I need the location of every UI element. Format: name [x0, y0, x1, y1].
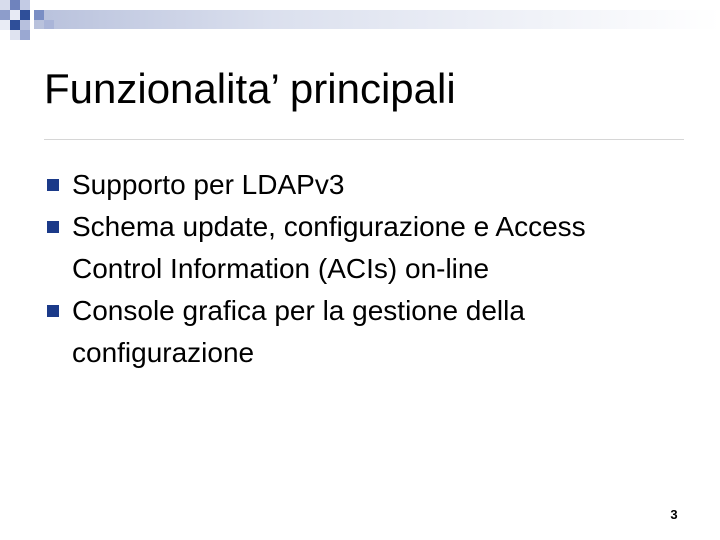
title-divider — [44, 139, 684, 140]
bullet-list — [0, 164, 720, 374]
bullet-text: Supporto per LDAPv3 — [72, 169, 345, 200]
bullet-text: Console grafica per la gestione della configurazione — [72, 295, 525, 368]
slide-title: Funzionalita’ principali — [44, 65, 456, 112]
square-bullet-icon — [47, 305, 59, 317]
slide-number: 3 — [670, 507, 678, 522]
bullet-text: Schema update, configurazione e Access Control Information (ACIs) on-line — [72, 211, 586, 284]
checkered-band-decoration — [0, 0, 720, 40]
square-bullet-icon — [47, 179, 59, 191]
bullet-item — [0, 290, 672, 374]
square-bullet-icon — [47, 221, 59, 233]
bullet-item — [0, 206, 672, 290]
bullet-item — [0, 164, 672, 206]
